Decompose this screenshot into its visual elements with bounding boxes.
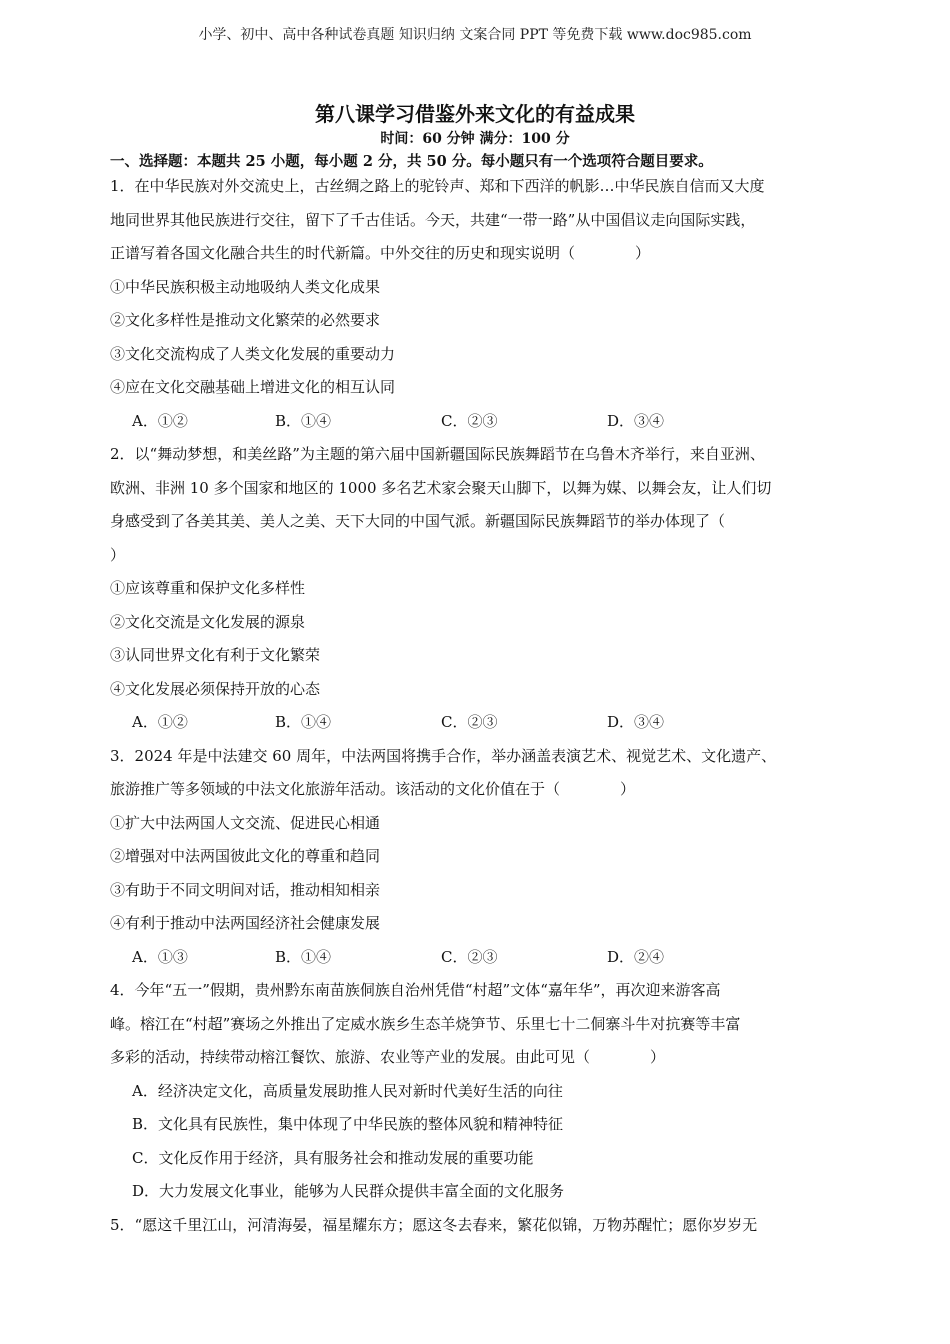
question-text: 峰。榕江在“村超”赛场之外推出了定威水族乡生态羊烧笋节、乐里七十二侗寨斗牛对抗赛等丰富 — [110, 1014, 741, 1033]
question-text: 地同世界其他民族进行交往，留下了千古佳话。今天，共建“一带一路”从中国倡议走向国际实践， — [110, 210, 756, 229]
choice-b: B．文化具有民族性，集中体现了中华民族的整体风貌和精神特征 — [132, 1115, 564, 1133]
page-title: 第八课学习借鉴外来文化的有益成果 — [315, 102, 635, 126]
option-b: B．①④ — [275, 411, 332, 430]
exam-time-score: 时间：60 分钟 满分：100 分 — [380, 131, 570, 147]
option-c: C．②③ — [441, 713, 498, 731]
statement-item: ④文化发展必须保持开放的心态 — [110, 679, 321, 698]
option-c: C．②③ — [441, 411, 498, 430]
choice-d: D．大力发展文化事业，能够为人民群众提供丰富全面的文化服务 — [132, 1182, 565, 1200]
question-text: 正谱写着各国文化融合共生的时代新篇。中外交往的历史和现实说明（ ） — [110, 244, 651, 262]
question-text: 4．今年“五一”假期，贵州黔东南苗族侗族自治州凭借“村超”文体“嘉年华”，再次迎来游客高 — [110, 981, 721, 999]
statement-item: ③文化交流构成了人类文化发展的重要动力 — [110, 344, 396, 363]
option-a: A．①② — [132, 713, 188, 731]
statement-item: ③有助于不同文明间对话，推动相知相亲 — [110, 880, 381, 899]
statement-item: ①中华民族积极主动地吸纳人类文化成果 — [110, 277, 381, 296]
question-5 — [110, 1215, 850, 1249]
answer-options — [110, 411, 850, 445]
choice-c: C．文化反作用于经济，具有服务社会和推动发展的重要功能 — [132, 1148, 534, 1167]
question-text: 旅游推广等多领域的中法文化旅游年活动。该活动的文化价值在于（ ） — [110, 780, 636, 798]
statement-item: ③认同世界文化有利于文化繁荣 — [110, 646, 321, 664]
statement-item: ①扩大中法两国人文交流、促进民心相通 — [110, 813, 381, 832]
question-list — [110, 176, 850, 1248]
statement-item: ②文化多样性是推动文化繁荣的必然要求 — [110, 311, 381, 329]
question-text: 欧洲、非洲 10 多个国家和地区的 1000 多名艺术家会聚天山脚下，以舞为媒、以舞会友，让人们切 — [110, 478, 772, 497]
option-a: A．①③ — [132, 947, 188, 966]
question-text: 1．在中华民族对外交流史上，古丝绸之路上的驼铃声、郑和下西洋的帆影…中华民族自信而又大度 — [110, 177, 765, 195]
answer-options — [110, 947, 850, 981]
option-b: B．①④ — [275, 947, 332, 966]
option-d: D．②④ — [607, 947, 665, 966]
statement-item: ④应在文化交融基础上增进文化的相互认同 — [110, 378, 396, 396]
question-text: 2．以“舞动梦想，和美丝路”为主题的第六届中国新疆国际民族舞蹈节在乌鲁木齐举行，来自亚洲、 — [110, 445, 765, 463]
question-3 — [110, 746, 850, 981]
question-text: 5．“愿这千里江山，河清海晏，福星耀东方；愿这冬去春来，繁花似锦，万物苏醒忙；愿你岁岁无 — [110, 1215, 758, 1234]
question-4 — [110, 980, 850, 1215]
option-c: C．②③ — [441, 947, 498, 966]
option-d: D．③④ — [607, 411, 665, 430]
section-heading: 一、选择题：本题共 25 小题，每小题 2 分，共 50 分。每小题只有一个选项符合题目要求。 — [110, 153, 713, 170]
question-text: 多彩的活动，持续带动榕江餐饮、旅游、农业等产业的发展。由此可见（ ） — [110, 1048, 666, 1066]
statement-item: ④有利于推动中法两国经济社会健康发展 — [110, 914, 381, 932]
question-text: ） — [110, 545, 126, 564]
question-text: 3．2024 年是中法建交 60 周年，中法两国将携手合作，举办涵盖表演艺术、视觉艺术、文化遗产、 — [110, 746, 777, 765]
option-b: B．①④ — [275, 713, 332, 731]
statement-item: ②文化交流是文化发展的源泉 — [110, 612, 306, 631]
question-text: 身感受到了各美其美、美人之美、天下大同的中国气派。新疆国际民族舞蹈节的举办体现了（ — [110, 512, 726, 530]
option-d: D．③④ — [607, 713, 665, 731]
answer-options — [110, 712, 850, 746]
option-a: A．①② — [132, 411, 188, 430]
question-1 — [110, 176, 850, 444]
page-header: 小学、初中、高中各种试卷真题 知识归纳 文案合同 PPT 等免费下载 www.doc985.com — [198, 27, 752, 43]
question-2 — [110, 444, 850, 746]
statement-item: ①应该尊重和保护文化多样性 — [110, 579, 306, 597]
statement-item: ②增强对中法两国彼此文化的尊重和趋同 — [110, 847, 381, 865]
choice-a: A．经济决定文化，高质量发展助推人民对新时代美好生活的向往 — [132, 1081, 563, 1100]
